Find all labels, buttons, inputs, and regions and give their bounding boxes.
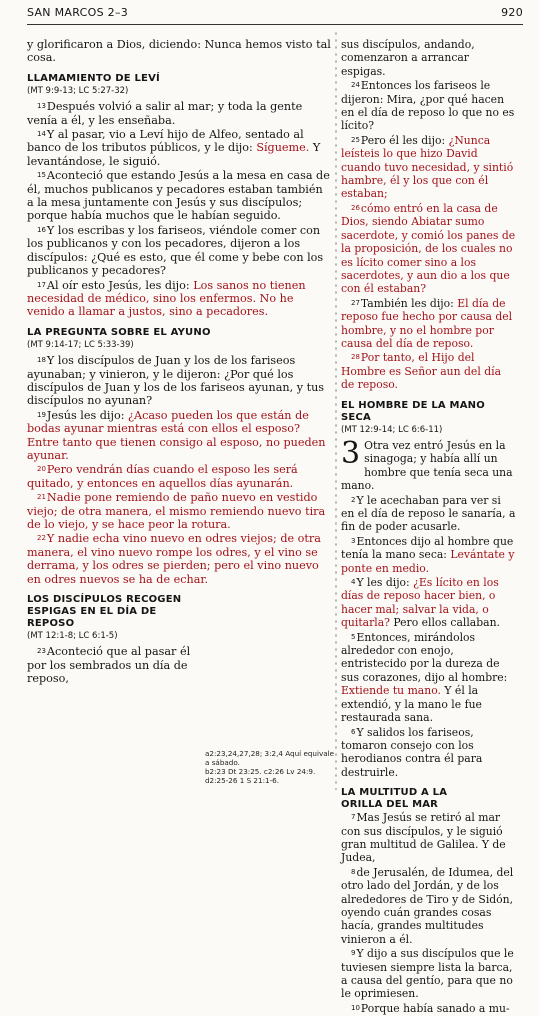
- verse-number: 16: [37, 225, 46, 234]
- verse-number: 21: [37, 493, 46, 502]
- page-number: 920: [501, 6, 523, 19]
- verse: 26cómo entró en la casa de Dios, siendo Abiatar sumo sacerdote, y comió los panes de la proposición, de los cuales no es lícito comer sino a los sacerdotes, y aun dio a los que con él estaban?: [341, 201, 516, 296]
- verse-number: 5: [351, 632, 356, 641]
- verse-number: 24: [351, 81, 360, 90]
- verse: 17Al oír esto Jesús, les dijo: Los sanos no tienen necesidad de médico, sino los enfermos. No he venido a llamar a justos, sino a pecadores.: [27, 278, 306, 319]
- cross-reference: (MT 12:1-8; LC 6:1-5): [27, 631, 118, 642]
- verse-number: 23: [37, 647, 46, 656]
- verse: 10Porque había sanado a mu-: [351, 1001, 510, 1015]
- verse-number: 14: [37, 130, 46, 139]
- verse-number: 20: [37, 465, 46, 474]
- verse-number: 8: [351, 867, 356, 876]
- paragraph: y glorificaron a Dios, diciendo: Nunca hemos visto tal cosa.: [27, 38, 331, 65]
- section-heading: LA MULTITUD A LA ORILLA DEL MAR: [341, 787, 448, 811]
- verse: 22Y nadie echa vino nuevo en odres viejos; de otra manera, el vino nuevo rompe los odres, y el vino se derrama, y los odres se pierden; pero el vino nuevo en odres nuevos se ha de echar.: [27, 532, 321, 586]
- verse: 14Y al pasar, vio a Leví hijo de Alfeo, sentado al banco de los tributos públicos, y le dijo: Sígueme. Y levantándose, le siguió.: [27, 128, 321, 168]
- verse-number: 22: [37, 534, 46, 543]
- verse: 4Y les dijo: ¿Es lícito en los días de reposo hacer bien, o hacer mal; salvar la vida, o quitarla? Pero ellos callaban.: [341, 576, 500, 630]
- footnotes: [205, 749, 337, 785]
- cross-reference: (MT 9:9-13; LC 5:27-32): [27, 85, 129, 96]
- verse-number: 15: [37, 171, 46, 180]
- verse: 23Aconteció que al pasar él por los sembrados un día de reposo,: [27, 645, 191, 686]
- footnote: a2:23,24,27,28; 3:2,4 Aquí equivale a sábado.: [205, 749, 335, 767]
- section-heading: LOS DISCÍPULOS RECOGEN ESPIGAS EN EL DÍA DE REPOSO: [27, 594, 182, 630]
- footnote: d2:25-26 1 S 21:1-6.: [205, 776, 280, 785]
- left-column: [27, 38, 332, 687]
- right-column: [341, 38, 516, 1016]
- verse-number: 4: [351, 578, 356, 587]
- verse: 7Mas Jesús se retiró al mar con sus discípulos, y le siguió gran multitud de Galilea. Y de Judea,: [341, 811, 506, 865]
- verse: 6Y salidos los fariseos, tomaron consejo con los herodianos contra él para destruirle.: [341, 725, 483, 779]
- verse: 2Y le acechaban para ver si en el día de reposo le sanaría, a fin de poder acusarle.: [341, 493, 516, 534]
- verse: 3Entonces dijo al hombre que tenía la mano seca: Levántate y ponte en medio.: [341, 534, 515, 575]
- verse: 13Después volvió a salir al mar; y toda la gente venía a él, y les enseñaba.: [27, 100, 303, 127]
- verse-number: 10: [351, 1003, 360, 1012]
- chapter-number: 3: [341, 435, 361, 471]
- verse: 16Y los escribas y los fariseos, viéndole comer con los publicanos y con los pecadores, dijeron a los discípulos: ¿Qué es esto, que él come y bebe con los publicanos y pecadores?: [27, 223, 324, 278]
- paragraph: sus discípulos, andando, comenzaron a arrancar espigas.: [341, 38, 475, 78]
- verse: 9Y dijo a sus discípulos que le tuviesen siempre lista la barca, a causa del gentío, para que no le oprimiesen.: [341, 947, 514, 1001]
- section-heading: EL HOMBRE DE LA MANO SECA: [341, 399, 485, 423]
- verse-number: 7: [351, 813, 356, 822]
- verse-number: 2: [351, 495, 356, 504]
- verse-number: 3: [351, 536, 356, 545]
- verse: 18Y los discípulos de Juan y los de los fariseos ayunaban; y vinieron, y le dijeron: ¿Por qué los discípulos de Juan y los de los fariseos ayunan, y tus discípulos no ayunan?: [27, 354, 325, 408]
- section-heading: LLAMAMIENTO DE LEVÍ: [27, 72, 160, 84]
- verse-number: 26: [351, 203, 360, 212]
- cross-reference: (MT 9:14-17; LC 5:33-39): [27, 339, 134, 350]
- running-title: SAN MARCOS 2–3: [27, 6, 129, 19]
- verse-number: 13: [37, 102, 46, 111]
- verse-number: 28: [351, 353, 360, 362]
- header-rule: [27, 24, 523, 25]
- verse-number: 27: [351, 298, 360, 307]
- verse: 3 Otra vez entró Jesús en la sinagoga; y había allí un hombre que tenía seca una mano.: [341, 435, 513, 493]
- verse-number: 9: [351, 949, 356, 958]
- verse: 20Pero vendrán días cuando el esposo les será quitado, y entonces en aquellos días ayunarán.: [27, 463, 298, 490]
- verse: 19Jesús les dijo: ¿Acaso pueden los que están de bodas ayunar mientras está con ellos el esposo? Entre tanto que tienen consigo al esposo, no pueden ayunar.: [27, 408, 326, 462]
- verse: 25Pero él les dijo: ¿Nunca leísteis lo que hizo David cuando tuvo necesidad, y sintió hambre, él y los que con él estaban;: [341, 133, 514, 201]
- verse: 8de Jerusalén, de Idumea, del otro lado del Jordán, y de los alrededores de Tiro y de Sidón, oyendo cuán grandes cosas hacía, grandes multitudes vinieron a él.: [341, 865, 514, 946]
- verse-number: 17: [37, 280, 46, 289]
- verse: 15Aconteció que estando Jesús a la mesa en casa de él, muchos publicanos y pecadores estaban también a la mesa juntamente con Jesús y sus discípulos; porque había muchos que le habían seguido.: [27, 169, 330, 223]
- cross-reference: (MT 12:9-14; LC 6:6-11): [341, 424, 443, 435]
- verse-number: 19: [37, 410, 46, 419]
- section-heading: LA PREGUNTA SOBRE EL AYUNO: [27, 326, 211, 338]
- verse-number: 18: [37, 356, 46, 365]
- verse: 27También les dijo: El día de reposo fue hecho por causa del hombre, y no el hombre por causa del día de reposo.: [341, 296, 513, 350]
- footnote: b2:23 Dt 23:25. c2:26 Lv 24:9.: [205, 767, 316, 776]
- page-header: [27, 6, 523, 24]
- verse: 28Por tanto, el Hijo del Hombre es Señor aun del día de reposo.: [341, 351, 502, 392]
- verse: 21Nadie pone remiendo de paño nuevo en vestido viejo; de otra manera, el mismo remiendo nuevo tira de lo viejo, y se hace peor la rotura.: [27, 491, 326, 531]
- verse-number: 25: [351, 135, 360, 144]
- verse-number: 6: [351, 727, 356, 736]
- verse: 24Entonces los fariseos le dijeron: Mira, ¿por qué hacen en el día de reposo lo que no es lícito?: [341, 79, 515, 133]
- column-divider: [334, 30, 338, 790]
- verse: 5Entonces, mirándolos alrededor con enojo, entristecido por la dureza de sus corazones, dijo al hombre: Extiende tu mano. Y él la extendió, y la mano le fue restaurada sana.: [341, 630, 508, 725]
